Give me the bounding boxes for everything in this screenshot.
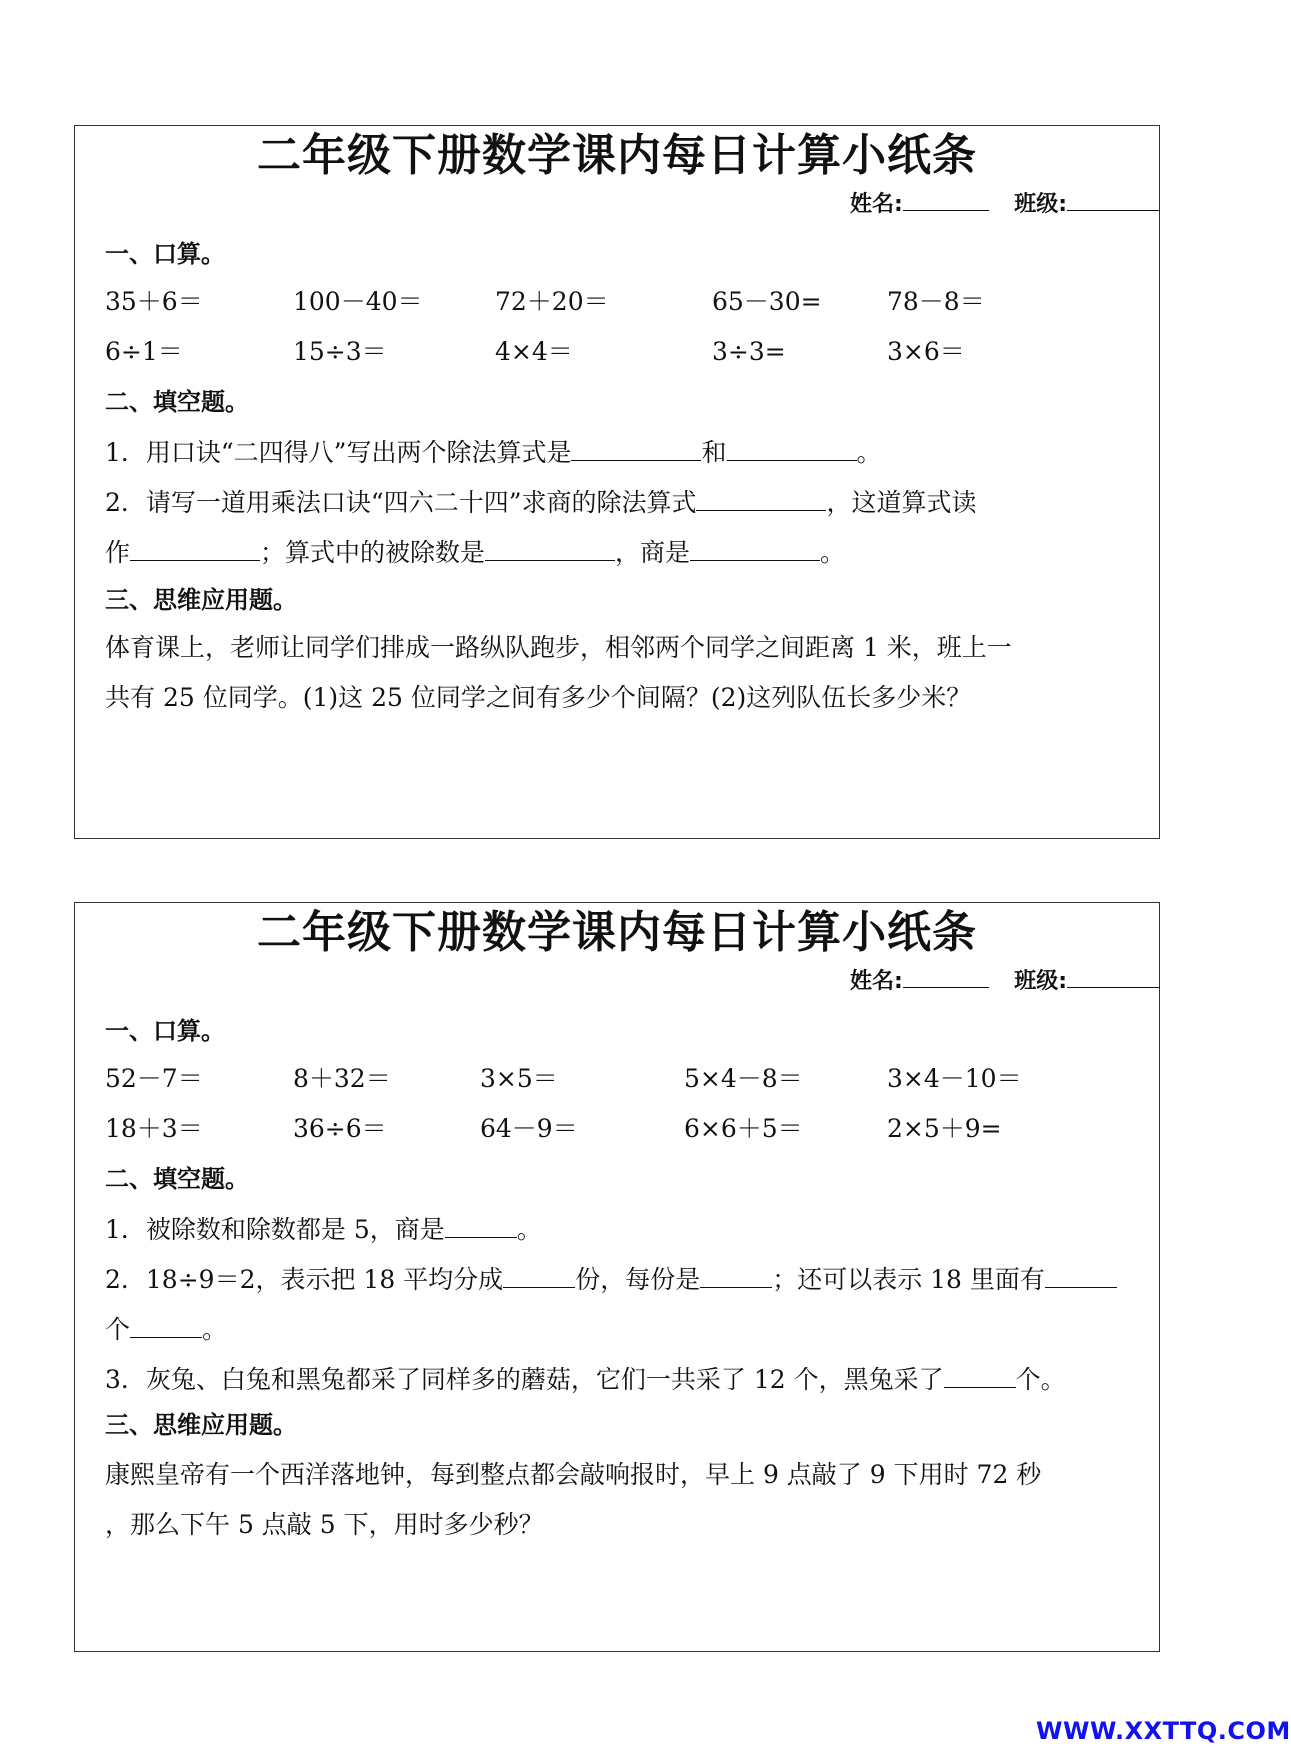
question-text: ；还可以表示 18 里面有 [772,1265,1045,1294]
question-text: 个。 [1015,1365,1066,1394]
oral-item: 15÷3＝ [293,337,387,366]
question-text: 和 [701,438,727,467]
name-class-row [850,188,1159,220]
oral-item: 3×5＝ [480,1064,558,1093]
oral-item: 52－7＝ [105,1064,203,1093]
section-word-problem-heading: 三、思维应用题。 [105,1411,297,1439]
fill-question-1 [105,432,882,471]
answer-blank[interactable] [944,1359,1016,1388]
answer-blank[interactable] [445,1209,517,1238]
oral-item: 6×6＋5＝ [684,1114,803,1143]
section-word-problem-heading: 三、思维应用题。 [105,586,297,614]
oral-item: 78－8＝ [887,287,985,316]
answer-blank[interactable] [727,432,857,461]
fill-question-2 [105,482,977,521]
question-text: 1．用口诀“二四得八”写出两个除法算式是 [105,438,572,467]
word-problem-line: 康熙皇帝有一个西洋落地钟，每到整点都会敲响报时，早上 9 点敲了 9 下用时 72 秒 [105,1460,1042,1489]
word-problem-line: 共有 25 位同学。(1)这 25 位同学之间有多少个间隔？(2)这列队伍长多少米？ [105,683,972,712]
question-text: 。 [202,1315,228,1344]
fill-question-2 [105,1259,1117,1298]
answer-blank[interactable] [690,532,820,561]
question-text: ，商是 [615,538,691,567]
oral-item: 3÷3= [712,337,786,366]
oral-item: 5×4－8＝ [684,1064,803,1093]
oral-item: 3×4－10＝ [887,1064,1022,1093]
answer-blank[interactable] [130,532,260,561]
question-text: 。 [516,1215,542,1244]
fill-question-1 [105,1209,542,1248]
oral-item: 65－30= [712,287,822,316]
answer-blank[interactable] [485,532,615,561]
worksheet-card-2 [74,902,1160,1652]
question-text: 3．灰兔、白兔和黑兔都采了同样多的蘑菇，它们一共采了 12 个，黑兔采了 [105,1365,944,1394]
name-label: 姓名: [850,969,903,994]
fill-question-2-cont [105,532,845,571]
word-problem-line: 体育课上，老师让同学们排成一路纵队跑步，相邻两个同学之间距离 1 米，班上一 [105,633,1012,662]
name-blank[interactable] [903,188,989,211]
class-blank[interactable] [1067,965,1159,988]
oral-item: 6÷1＝ [105,337,183,366]
answer-blank[interactable] [571,432,701,461]
name-label: 姓名: [850,192,903,217]
class-label: 班级: [1014,969,1067,994]
oral-item: 4×4＝ [495,337,573,366]
class-blank[interactable] [1067,188,1159,211]
answer-blank[interactable] [503,1259,575,1288]
oral-item: 64－9＝ [480,1114,578,1143]
oral-item: 100－40＝ [293,287,423,316]
name-class-row [850,965,1159,997]
worksheet-card-1 [74,125,1160,839]
section-oral-heading: 一、口算。 [105,1017,225,1045]
question-text: 2．18÷9＝2，表示把 18 平均分成 [105,1265,504,1294]
word-problem-line: ，那么下午 5 点敲 5 下，用时多少秒？ [105,1510,544,1539]
question-text: 。 [820,538,846,567]
answer-blank[interactable] [700,1259,772,1288]
question-text: 。 [856,438,882,467]
section-oral-heading: 一、口算。 [105,240,225,268]
oral-item: 2×5＋9= [887,1114,1002,1143]
oral-item: 36÷6＝ [293,1114,387,1143]
site-watermark: WWW.XXTTQ.COM [1036,1717,1291,1745]
fill-question-3 [105,1359,1066,1398]
fill-question-2-cont [105,1309,227,1348]
sheet-title: 二年级下册数学课内每日计算小纸条 [257,907,977,958]
question-text: 作 [105,538,131,567]
question-text: ，这道算式读 [826,488,977,517]
question-text: 2．请写一道用乘法口诀“四六二十四”求商的除法算式 [105,488,697,517]
oral-item: 18＋3＝ [105,1114,203,1143]
answer-blank[interactable] [1045,1259,1117,1288]
answer-blank[interactable] [130,1309,202,1338]
sheet-title: 二年级下册数学课内每日计算小纸条 [257,130,977,181]
question-text: ；算式中的被除数是 [260,538,486,567]
class-label: 班级: [1014,192,1067,217]
oral-item: 3×6＝ [887,337,965,366]
answer-blank[interactable] [696,482,826,511]
question-text: 份，每份是 [575,1265,701,1294]
name-blank[interactable] [903,965,989,988]
section-fill-heading: 二、填空题。 [105,1165,249,1193]
question-text: 个 [105,1315,131,1344]
oral-item: 8＋32＝ [293,1064,391,1093]
oral-item: 35＋6＝ [105,287,203,316]
question-text: 1．被除数和除数都是 5，商是 [105,1215,445,1244]
section-fill-heading: 二、填空题。 [105,388,249,416]
oral-item: 72＋20＝ [495,287,609,316]
